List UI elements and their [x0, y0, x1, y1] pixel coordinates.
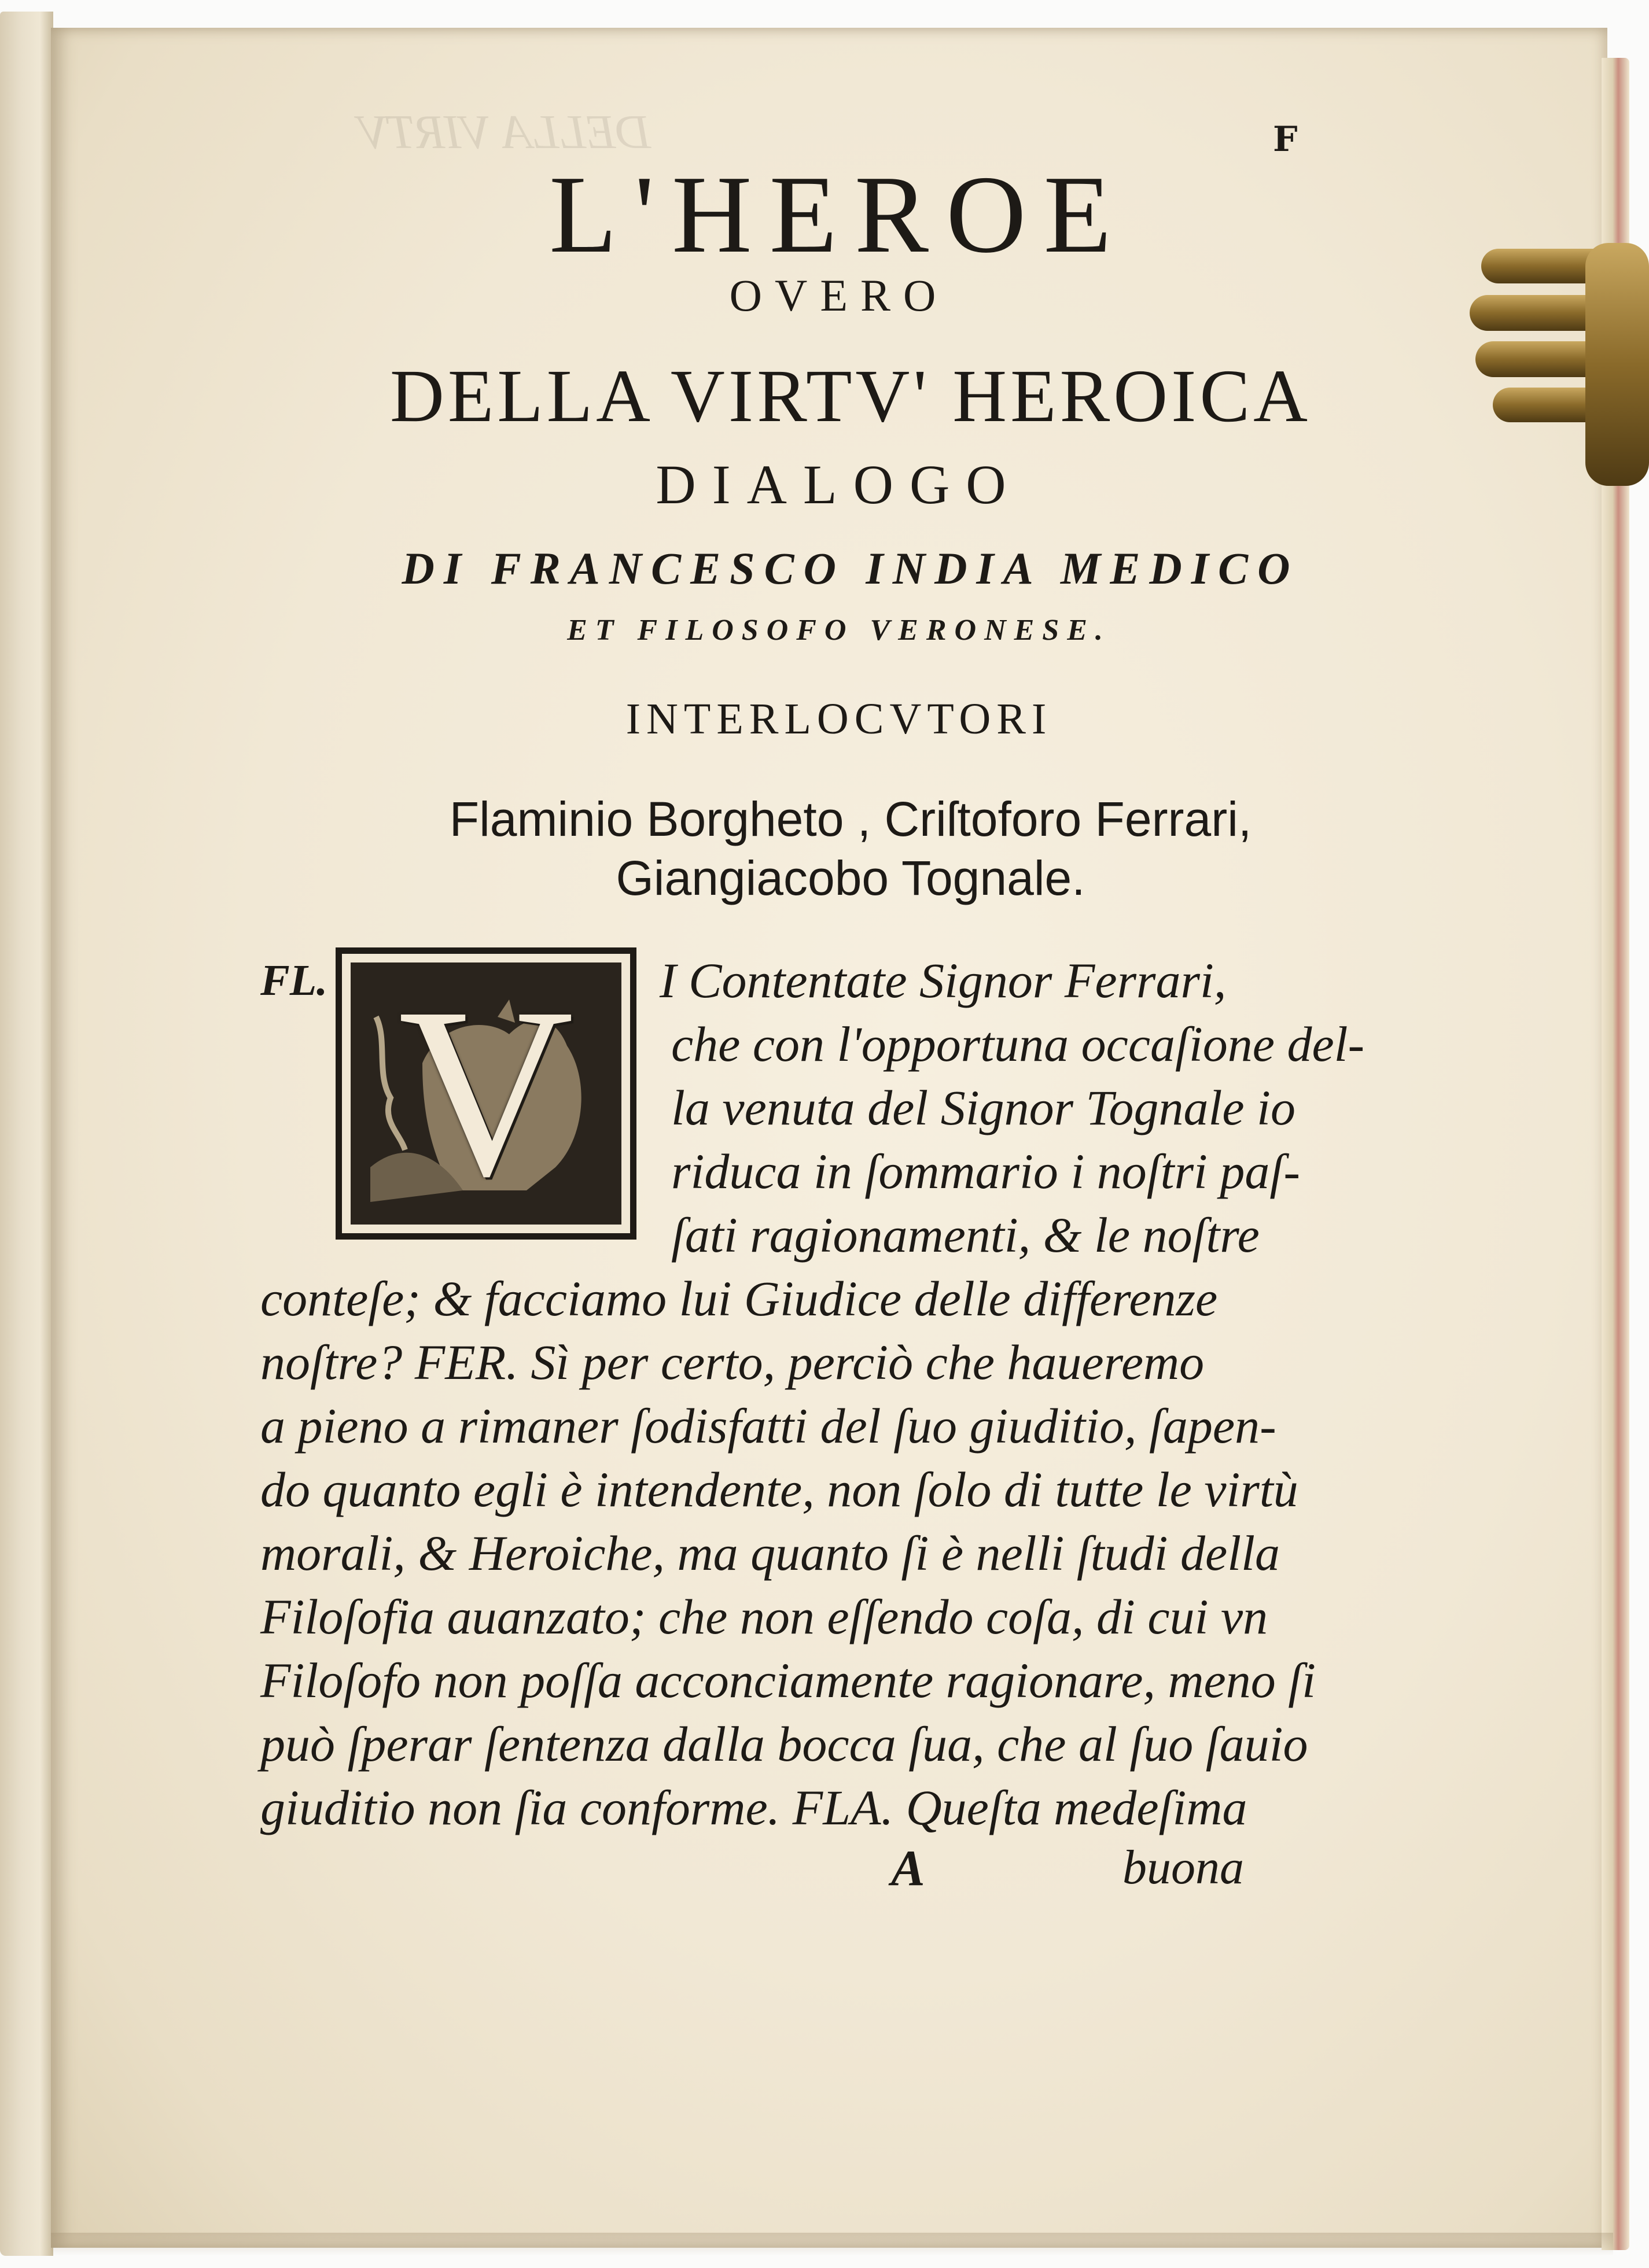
body-line: Filoſofia auanzato; che non eſſendo coſa, di cui vn	[260, 1589, 1268, 1644]
body-line: può ſperar ſentenza dalla bocca ſua, che al ſuo ſauio	[260, 1716, 1308, 1772]
body-line: Filoſofo non poſſa acconciamente ragionare, meno ſi	[260, 1653, 1316, 1708]
title-conjunction: OVERO	[729, 270, 949, 320]
catchword: buona	[1122, 1841, 1244, 1894]
woodcut-initial	[336, 947, 636, 1240]
body-line: che con l'opportuna occaſione del-	[671, 1016, 1365, 1072]
body-line: do quanto egli è intendente, non ſolo di tutte le virtù	[260, 1462, 1298, 1517]
body-line: a pieno a rimaner ſodisfatti del ſuo giuditio, ſapen-	[260, 1398, 1276, 1454]
body-line: la venuta del Signor Tognale io	[671, 1080, 1295, 1135]
show-through-text: DELLA VIRTV	[359, 105, 651, 159]
body-line: I Contentate Signor Ferrari,	[660, 953, 1227, 1008]
body-line: riduca in ſommario i noſtri paſ-	[671, 1144, 1300, 1199]
speakers-line-2: Giangiacobo Tognale.	[616, 851, 1085, 905]
speakers-line-1: Flaminio Borgheto , Criſtoforo Ferrari,	[449, 792, 1252, 846]
author-line-1: DI FRANCESCO INDIA MEDICO	[402, 543, 1300, 593]
speaker-tag: FL.	[260, 956, 328, 1005]
signature-mark: F	[1273, 119, 1298, 160]
body-line: giuditio non ſia conforme. FLA. Queſta medeſima	[260, 1780, 1247, 1835]
initial-letter: V	[398, 957, 574, 1226]
body-line: morali, & Heroiche, ma quanto ſi è nelli ſtudi della	[260, 1525, 1280, 1581]
author-line-2: ET FILOSOFO VERONESE.	[567, 614, 1111, 647]
body-line: ſati ragionamenti, & le noſtre	[671, 1207, 1260, 1263]
body-line: noſtre? FER. Sì per certo, perciò che haueremo	[260, 1334, 1205, 1390]
page-title: L'HEROE	[549, 153, 1129, 276]
interlocutors-heading: INTERLOCVTORI	[625, 695, 1052, 743]
signature-letter: A	[891, 1841, 925, 1897]
body-line: conteſe; & facciamo lui Giudice delle differenze	[260, 1271, 1218, 1326]
page-subtitle: DELLA VIRTV' HEROICA	[389, 355, 1312, 438]
genre-label: DIALOGO	[656, 453, 1022, 515]
